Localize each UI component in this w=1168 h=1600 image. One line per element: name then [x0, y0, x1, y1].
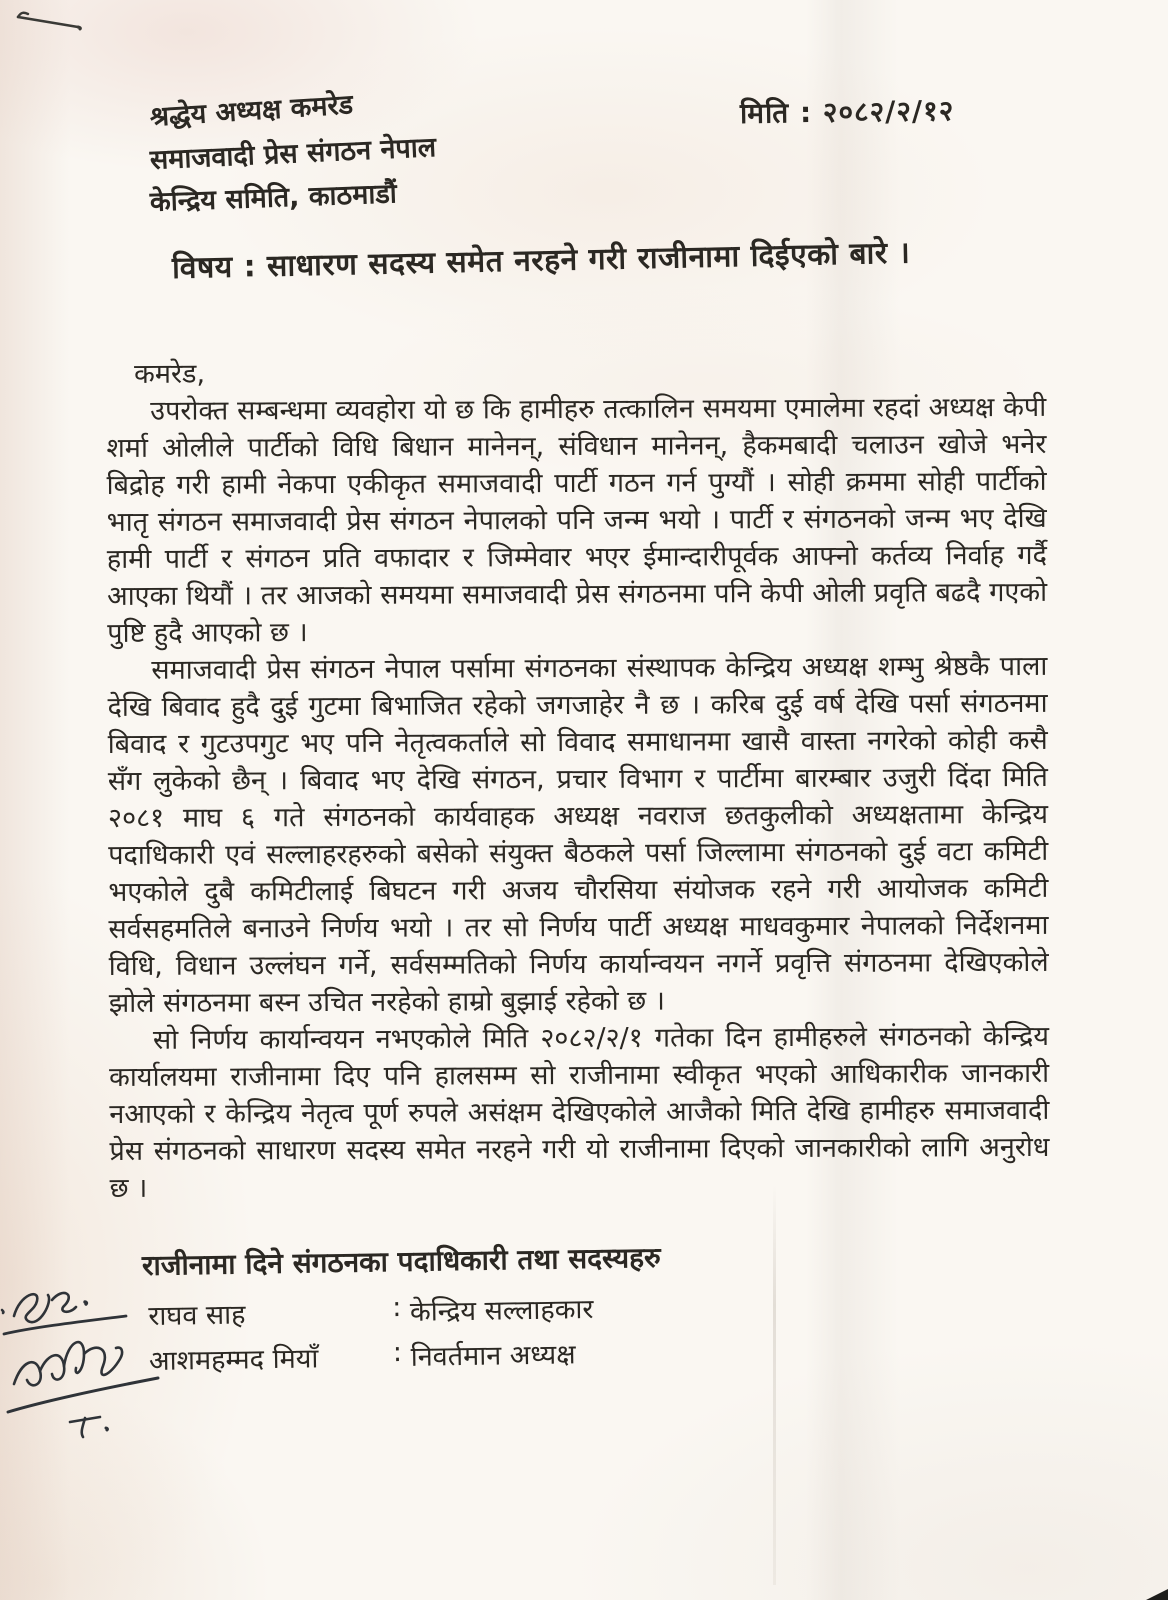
- salutation: कमरेड,: [134, 358, 206, 390]
- signatory-role: केन्द्रिय सल्लाहकार: [409, 1294, 594, 1328]
- recipient-line-2: समाजवादी प्रेस संगठन नेपाल: [149, 132, 437, 176]
- body-paragraph-2: समाजवादी प्रेस संगठन नेपाल पर्सामा संगठनका संस्थापक केन्द्रिय अध्यक्ष शम्भु श्रेष्ठकै पाला देखि बिवाद हुदै दुई गुटमा बिभाजित रहेको जगजाहेर नै छ । करिब दुई वर्ष देखि पर्सा संगठनमा बिवाद र गुटउपगुट भए पनि नेतृत्वकर्ताले सो विवाद समाधानमा खासै वास्ता नगरेको कोही कसै सँग लुकेको छैन् । बिवाद भए देखि संगठन, प्रचार विभाग र पार्टीमा बारम्बार उजुरी दिंदा मिति २०८१ माघ ६ गते संगठनको कार्यवाहक अध्यक्ष नवराज छतकुलीको अध्यक्षतामा केन्द्रिय पदाधिकारी एवं सल्लाहरहरुको बसेको संयुक्त बैठकले पर्सा जिल्लामा संगठनको दुई वटा कमिटी भएकोले दुबै कमिटीलाई बिघटन गरी अजय चौरसिया संयोजक रहने गरी आयोजक कमिटी सर्वसहमतिले बनाउने निर्णय भयो । तर सो निर्णय पार्टी अध्यक्ष माधवकुमार नेपालको निर्देशनमा विधि, विधान उल्लंघन गर्ने, सर्वसम्मतिको निर्णय कार्यान्वयन नगर्ने प्रवृत्ति संगठनमा देखिएकोले झोले संगठनमा बस्न उचित नरहेको हाम्रो बुझाई रहेको छ ।: [107, 650, 1049, 1019]
- scan-corner-mark: [1146, 1589, 1168, 1600]
- signature-scribble-2: [6, 1326, 181, 1448]
- recipient-block: [148, 89, 437, 221]
- signatory-role: निवर्तमान अध्यक्ष: [410, 1339, 576, 1373]
- signatory-row: [148, 1289, 594, 1341]
- letter-body: [106, 352, 1050, 1207]
- paper-fold-line: [773, 1185, 776, 1585]
- signatory-colon: :: [391, 1292, 402, 1324]
- date-label: मिति : २०८२/२/१२: [739, 94, 955, 130]
- signatory-name: आशमहम्मद मियाँ: [148, 1343, 319, 1377]
- signatory-name: राघव साह: [148, 1299, 246, 1332]
- body-paragraph-1: उपरोक्त सम्बन्धमा व्यवहोरा यो छ कि हामीहरु तत्कालिन समयमा एमालेमा रहदां अध्यक्ष केपी शर्मा ओलीले पार्टीको विधि बिधान मानेनन्, संविधान मानेनन्, हैकमबादी चलाउन खोजे भनेर बिद्रोह गरी हामी नेकपा एकीकृत समाजवादी पार्टी गठन गर्न पुग्यौं । सोही क्रममा सोही पार्टीको भातृ संगठन समाजवादी प्रेस संगठन नेपालको पनि जन्म भयो । पार्टी र संगठनको जन्म भए देखि हामी पार्टी र संगठन प्रति वफादार र जिम्मेवार भएर ईमान्दारीपूर्वक आफ्नो कर्तव्य निर्वाह गर्दै आएका थियौं । तर आजको समयमा समाजवादी प्रेस संगठनमा पनि केपी ओली प्रवृति बढदै गएको पुष्टि हुदै आएको छ ।: [106, 391, 1048, 649]
- pen-mark-icon: [14, 6, 88, 34]
- recipient-line-3: केन्द्रिय समिति, काठमाडौं: [149, 178, 398, 218]
- signatory-row: [149, 1334, 595, 1386]
- signatories-heading: राजीनामा दिने संगठनका पदाधिकारी तथा सदस्यहरु: [141, 1240, 661, 1282]
- recipient-line-1: श्रद्धेय अध्यक्ष कमरेड: [148, 89, 354, 133]
- body-paragraph-3: सो निर्णय कार्यान्वयन नभएकोले मिति २०८२/२/१ गतेका दिन हामीहरुले संगठनको केन्द्रिय कार्यालयमा राजीनामा दिए पनि हालसम्म सो राजीनामा स्वीकृत भएको आधिकारीक जानकारी नआएको र केन्द्रिय नेतृत्व पूर्ण रुपले असंक्षम देखिएकोले आजैको मिति देखि हामीहरु समाजवादी प्रेस संगठनको साधारण सदस्य समेत नरहने गरी यो राजीनामा दिएको जानकारीको लागि अनुरोध छ ।: [109, 1020, 1050, 1204]
- signatories-list: [148, 1289, 595, 1386]
- subject-line: विषय : साधारण सदस्य समेत नरहने गरी राजीनामा दिईएको बारे ।: [171, 235, 911, 286]
- signatory-colon: :: [392, 1337, 403, 1369]
